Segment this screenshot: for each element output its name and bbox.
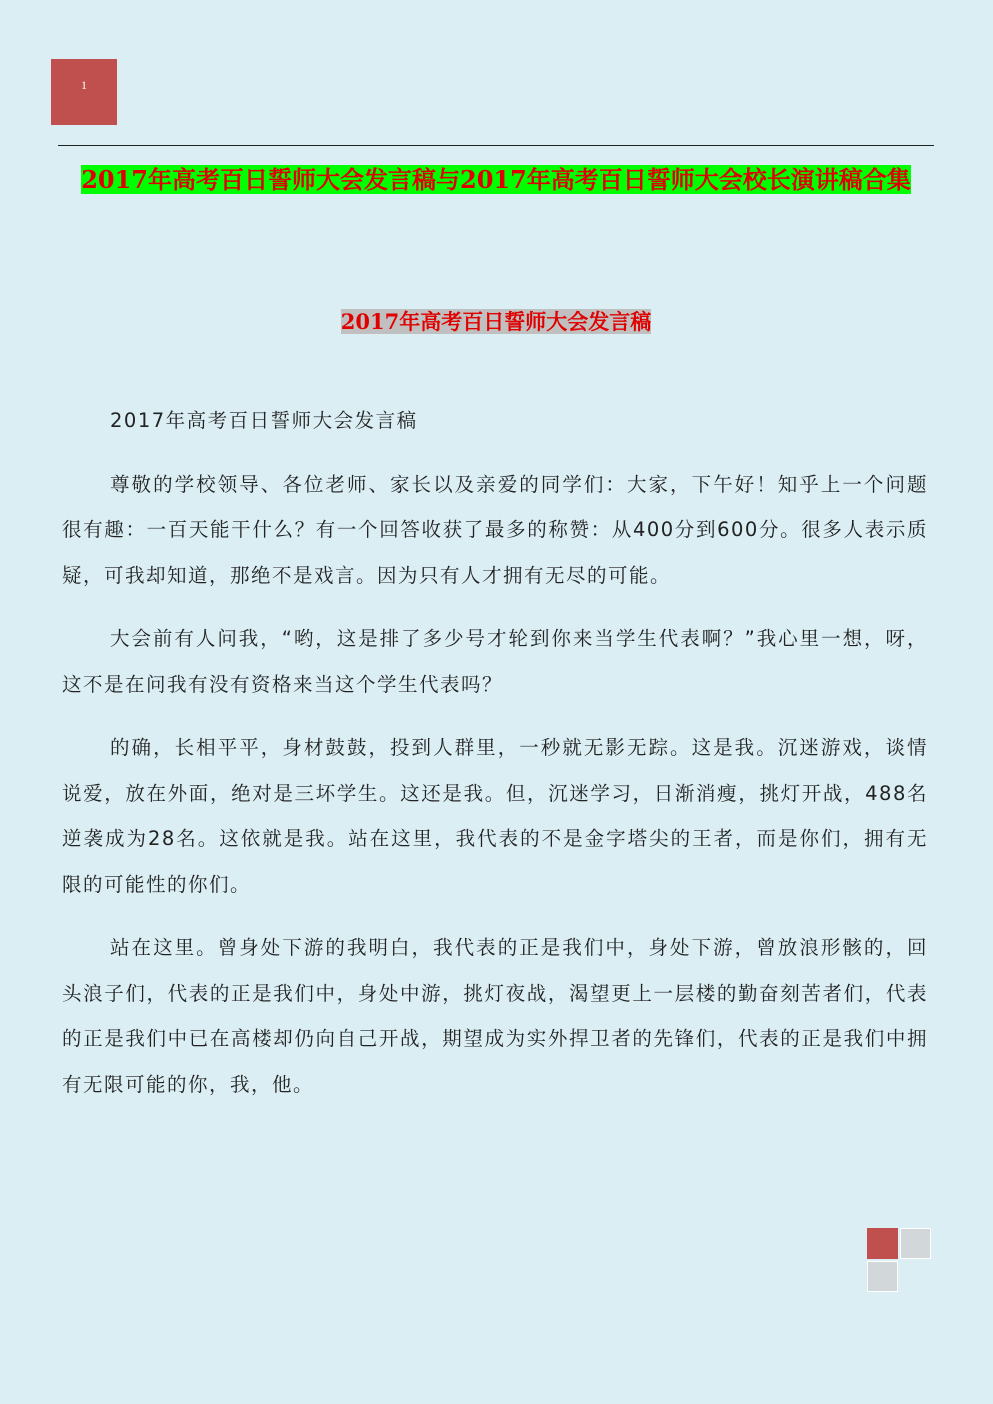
body-paragraph: 尊敬的学校领导、各位老师、家长以及亲爱的同学们：大家，下午好！知乎上一个问题很有趣：一百天能干什么？有一个回答收获了最多的称赞：从400分到600分。很多人表示质疑，可我却知道，那绝不是戏言。因为只有人才拥有无尽的可能。 — [62, 472, 928, 587]
body-content — [62, 398, 928, 1125]
body-paragraph: 的确，长相平平，身材鼓鼓，投到人群里，一秒就无影无踪。这是我。沉迷游戏，谈情说爱，放在外面，绝对是三坏学生。这还是我。但，沉迷学习，日渐消瘦，挑灯开战，488名逆袭成为28名。这依就是我。站在这里，我代表的不是金字塔尖的王者，而是你们，拥有无限的可能性的你们。 — [62, 736, 928, 896]
corner-decoration — [867, 1228, 933, 1294]
section-heading-text: 2017年高考百日誓师大会发言稿 — [340, 309, 652, 334]
page-number: 1 — [81, 78, 87, 92]
document-title — [58, 162, 934, 198]
corner-grey-square-right — [900, 1228, 931, 1259]
header-divider — [58, 145, 934, 146]
corner-red-square — [867, 1228, 898, 1259]
body-paragraph: 站在这里。曾身处下游的我明白，我代表的正是我们中，身处下游，曾放浪形骸的，回头浪子们，代表的正是我们中，身处中游，挑灯夜战，渴望更上一层楼的勤奋刻苦者们，代表的正是我们中已在高楼却仍向自己开战，期望成为实外捍卫者的先锋们，代表的正是我们中拥有无限可能的你，我，他。 — [62, 936, 928, 1096]
body-paragraph: 2017年高考百日誓师大会发言稿 — [110, 409, 418, 432]
document-title-text: 2017年高考百日誓师大会发言稿与2017年高考百日誓师大会校长演讲稿合集 — [81, 165, 911, 194]
section-heading — [58, 304, 934, 340]
body-paragraph: 大会前有人问我，“哟，这是排了多少号才轮到你来当学生代表啊？”我心里一想，呀，这不是在问我有没有资格来当这个学生代表吗？ — [62, 627, 928, 696]
page-number-badge — [51, 59, 117, 125]
corner-grey-square-bottom — [867, 1261, 898, 1292]
